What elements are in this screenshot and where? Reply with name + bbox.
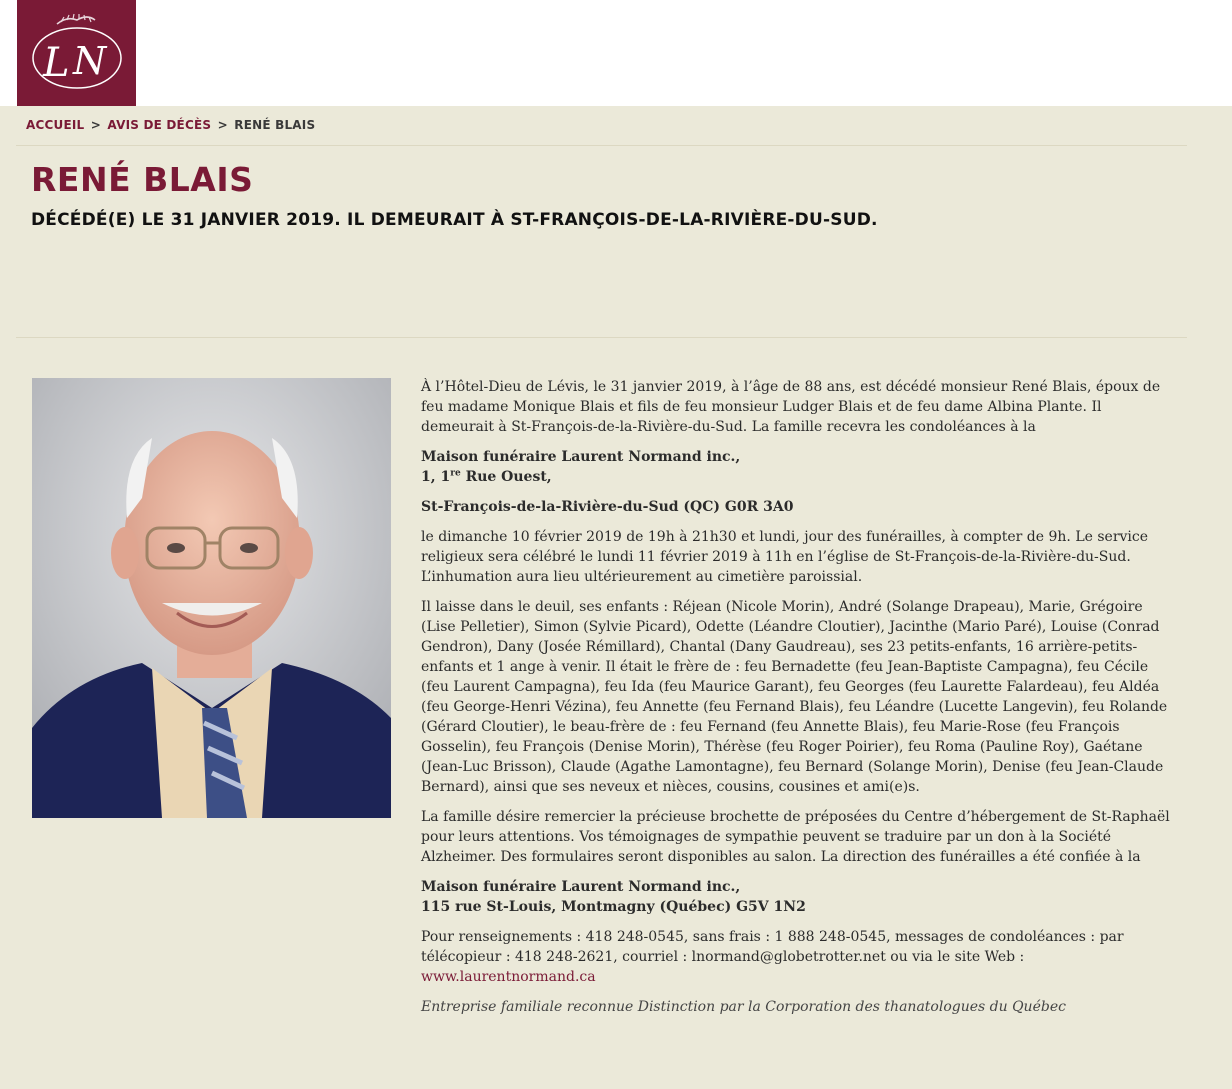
svg-text:L: L [43, 40, 70, 86]
breadcrumb-home-link[interactable]: ACCUEIL [26, 118, 85, 132]
obituary-paragraph: À l’Hôtel-Dieu de Lévis, le 31 janvier 2019, à l’âge de 88 ans, est décédé monsieur René Blais, époux de feu madame Monique Blais et fils de feu monsieur Ludger Blais et de feu dame Albina Plante. Il demeurait à St-François-de-la-Rivière-du-Sud. La famille recevra les condoléances à la [421, 379, 1161, 435]
obituary-text [421, 377, 1173, 1027]
funeral-home-address [421, 877, 1173, 917]
contact-text: Pour renseignements : 418 248-0545, sans frais : 1 888 248-0545, messages de condoléances : par télécopieur : 418 248-2621, courriel : lnormand@globetrotter.net ou via le site Web : [421, 929, 1124, 965]
page-title: RENÉ BLAIS [31, 160, 254, 199]
page-subtitle: DÉCÉDÉ(E) LE 31 JANVIER 2019. IL DEMEURAIT À ST-FRANÇOIS-DE-LA-RIVIÈRE-DU-SUD. [31, 210, 878, 230]
street-number: 1, 1 [421, 469, 451, 485]
distinction-note: Entreprise familiale reconnue Distinction par la Corporation des thanatologues du Québec [421, 999, 1066, 1015]
funeral-home-street: 115 rue St-Louis, Montmagny (Québec) G5V 1N2 [421, 899, 806, 915]
deceased-portrait [32, 378, 391, 818]
portrait-image [32, 378, 391, 818]
breadcrumb [26, 118, 315, 132]
site-logo[interactable] [17, 0, 136, 106]
funeral-home-street [421, 469, 552, 485]
obituary-paragraph: Il laisse dans le deuil, ses enfants : Réjean (Nicole Morin), André (Solange Drapeau), Marie, Grégoire (Lise Pelletier), Simon (Sylvie Picard), Odette (Léandre Cloutier), Jacinthe (Mario Paré), Louise (Conrad Gendron), Dany (Josée Rémillard), Chantal (Dany Gaudreau), ses 23 petits-enfants, 16 arrière-petits-enfants et 1 ange à venir. Il était le frère de : feu Bernadette (feu Jean-Baptiste Campagna), feu Cécile (feu Laurent Campagna), feu Ida (feu Maurice Garant), feu Georges (feu Laurette Falardeau), feu Aldéa (feu George-Henri Vézina), feu Annette (feu Fernand Blais), feu Léandre (Lucette Langevin), feu Rolande (Gérard Cloutier), le beau-frère de : feu Fernand (feu Annette Blais), feu Marie-Rose (feu François Gosselin), feu François (Denise Morin), Thérèse (feu Roger Poirier), feu Roma (Pauline Roy), Gaétane (Jean-Luc Brisson), Claude (Agathe Lamontagne), feu Bernard (Solange Morin), Denise (feu Jean-Claude Bernard), ainsi que ses neveux et nièces, cousins, cousines et ami(e)s. [421, 599, 1168, 795]
divider [16, 337, 1187, 338]
site-header [0, 0, 1232, 106]
street-name: Rue Ouest, [460, 469, 552, 485]
funeral-home-city-line [421, 497, 1173, 517]
breadcrumb-current: RENÉ BLAIS [234, 118, 316, 132]
breadcrumb-section-link[interactable]: AVIS DE DÉCÈS [107, 118, 212, 132]
logo-monogram-icon [17, 0, 136, 106]
divider [16, 145, 1187, 146]
ordinal-suffix: re [450, 468, 461, 479]
breadcrumb-separator: > [90, 118, 102, 132]
funeral-home-city: St-François-de-la-Rivière-du-Sud (QC) G0R 3A0 [421, 499, 794, 515]
funeral-home-name: Maison funéraire Laurent Normand inc., [421, 449, 741, 465]
svg-text:N: N [73, 39, 107, 83]
website-link[interactable]: www.laurentnormand.ca [421, 969, 596, 985]
footer-note [421, 997, 1173, 1017]
funeral-home-name: Maison funéraire Laurent Normand inc., [421, 879, 741, 895]
obituary-paragraph: le dimanche 10 février 2019 de 19h à 21h30 et lundi, jour des funérailles, à compter de 9h. Le service religieux sera célébré le lundi 11 février 2019 à 11h en l’église de St-François-de-la-Rivière-du-Sud. L’inhumation aura lieu ultérieurement au cimetière paroissial. [421, 529, 1149, 585]
contact-paragraph [421, 927, 1173, 987]
breadcrumb-separator: > [217, 118, 228, 132]
obituary-paragraph: La famille désire remercier la précieuse brochette de préposées du Centre d’hébergement de St-Raphaël pour leurs attentions. Vos témoignages de sympathie peuvent se traduire par un don à la Société Alzheimer. Des formulaires seront disponibles au salon. La direction des funérailles a été confiée à la [421, 809, 1170, 865]
funeral-home-address [421, 447, 1173, 487]
